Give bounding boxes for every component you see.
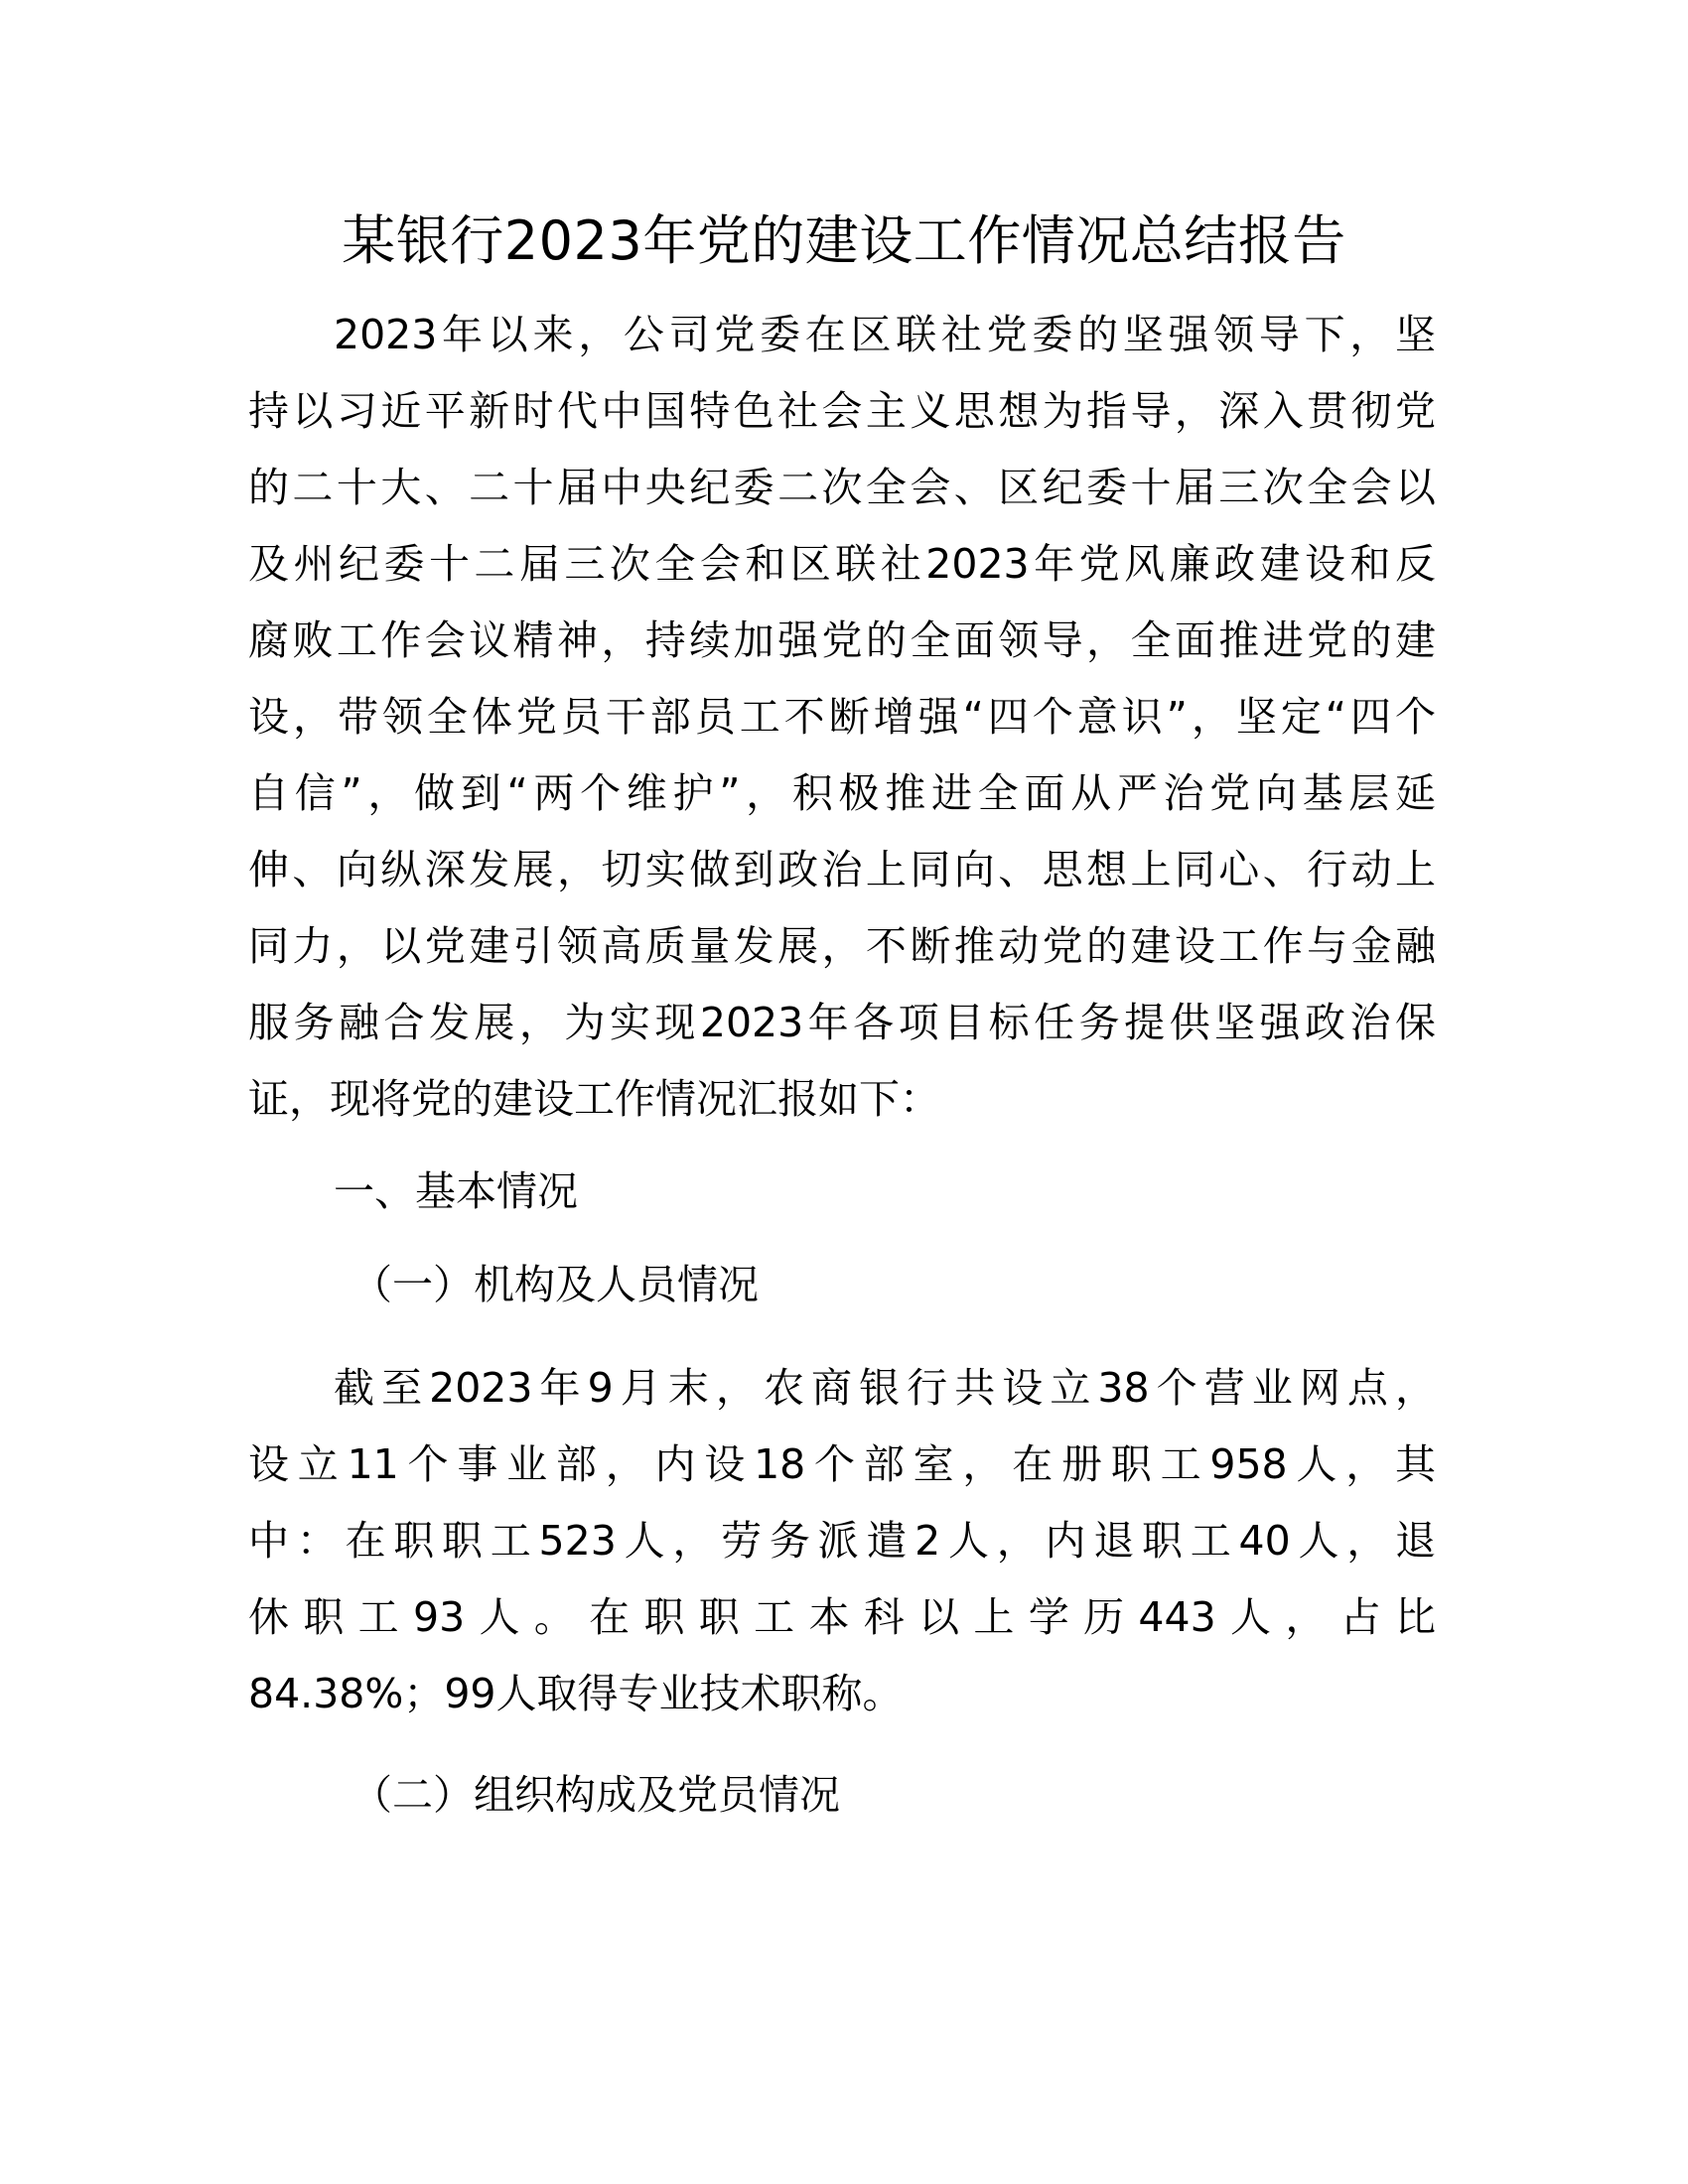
paragraph-line: 证，现将党的建设工作情况汇报如下： (248, 1075, 940, 1123)
paragraph-line: 2023年以来，公司党委在区联社党委的坚强领导下，坚 (334, 311, 1436, 358)
subsection-heading: （二）组织构成及党员情况 (352, 1771, 840, 1819)
paragraph-line: 服务融合发展，为实现2023年各项目标任务提供坚强政治保 (248, 999, 1436, 1046)
paragraph-line: 持以习近平新时代中国特色社会主义思想为指导，深入贯彻党 (248, 387, 1436, 435)
paragraph-line: 腐败工作会议精神，持续加强党的全面领导，全面推进党的建 (248, 616, 1436, 664)
paragraph-line: 伸、向纵深发展，切实做到政治上同向、思想上同心、行动上 (248, 846, 1436, 893)
paragraph-line: 休职工93人。在职职工本科以上学历443人，占比 (248, 1593, 1436, 1641)
staff-paragraph (248, 1350, 1436, 1732)
section-heading: 一、基本情况 (334, 1167, 578, 1215)
intro-paragraph (248, 297, 1436, 1138)
paragraph-line: 截至2023年9月末，农商银行共设立38个营业网点， (334, 1364, 1436, 1412)
subsection-heading: （一）机构及人员情况 (352, 1261, 759, 1308)
paragraph-line: 自信”，做到“两个维护”，积极推进全面从严治党向基层延 (248, 769, 1436, 817)
paragraph-line: 中：在职职工523人，劳务派遣2人，内退职工40人，退 (248, 1517, 1436, 1565)
paragraph-line: 84.38%；99人取得专业技术职称。 (248, 1670, 904, 1717)
document-title: 某银行2023年党的建设工作情况总结报告 (342, 209, 1346, 272)
paragraph-line: 的二十大、二十届中央纪委二次全会、区纪委十届三次全会以 (248, 464, 1436, 511)
paragraph-line: 同力，以党建引领高质量发展，不断推动党的建设工作与金融 (248, 922, 1436, 970)
paragraph-line: 设立11个事业部，内设18个部室，在册职工958人，其 (248, 1440, 1436, 1488)
paragraph-line: 及州纪委十二届三次全会和区联社2023年党风廉政建设和反 (248, 540, 1436, 588)
paragraph-line: 设，带领全体党员干部员工不断增强“四个意识”，坚定“四个 (248, 693, 1436, 741)
